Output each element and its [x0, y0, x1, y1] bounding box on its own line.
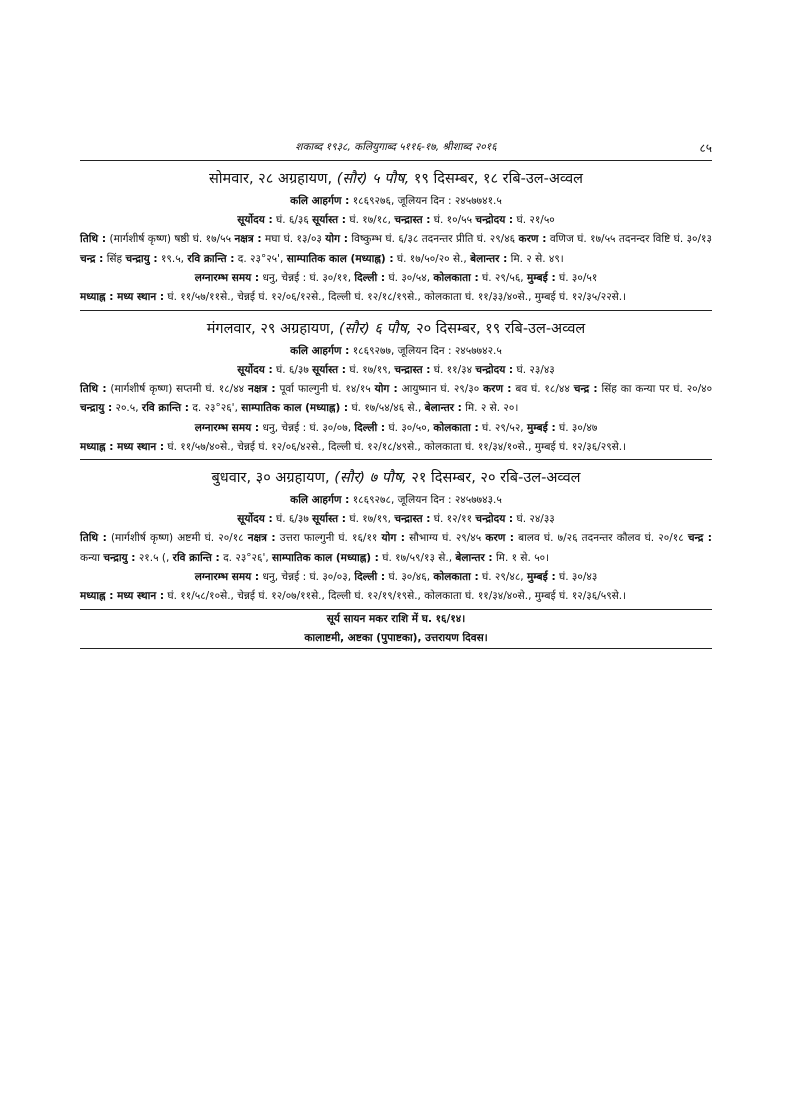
yoga-label: योग :	[374, 382, 398, 395]
moonrise-label: चन्द्रोदय :	[475, 214, 514, 226]
delhi-value: घं. ३०/४६,	[388, 571, 431, 583]
moonrise-label: चन्द्रोदय :	[475, 513, 514, 525]
lagna-line	[80, 419, 712, 438]
kolkata-label: कोलकाता :	[433, 571, 479, 583]
day-entries	[80, 169, 712, 610]
sunset-label: सूर्यास्त :	[312, 363, 347, 376]
midday-label: मध्याह्न : मध्य स्थान :	[80, 440, 165, 453]
yoga-value: सौभाग्य घं. २९/४५	[409, 532, 482, 544]
moon-sign-label: चन्द्र :	[687, 532, 712, 544]
tithi-value: (मार्गशीर्ष कृष्ण) सप्तमी घं. १८/४४	[110, 382, 245, 395]
karana-label: करण :	[485, 532, 514, 544]
day-title-saur: (सौर) ७ पौष,	[334, 470, 407, 486]
karana-value: वणिज घं. १७/५५ तदनन्दर विष्टि घं. ३०/१३	[549, 233, 712, 245]
mumbai-value: घं. ३०/४३	[559, 571, 598, 583]
sunset-label: सूर्यास्त :	[312, 513, 347, 525]
sidereal-time-label: साम्पातिक काल (मध्याह्न) :	[286, 252, 394, 265]
moon-sign-value: सिंह	[106, 252, 123, 265]
day-title	[80, 169, 712, 189]
day-title-gregorian: १९ दिसम्बर, १८ रबि-उल-अव्वल	[413, 171, 583, 187]
moonset-label: चन्द्रास्त :	[394, 363, 431, 376]
karana-value: बव घं. १८/४४	[515, 382, 570, 395]
tithi-label: तिथि :	[80, 382, 107, 395]
panchang-paragraph	[80, 529, 712, 568]
nakshatra-value: मघा घं. १३/०३	[264, 233, 322, 245]
day-title-gregorian: २१ दिसम्बर, २० रबि-उल-अव्वल	[411, 470, 581, 486]
midday-line	[80, 288, 712, 308]
lagna-line	[80, 568, 712, 587]
sidereal-time-value: घं. १७/५४/४६ से.,	[351, 402, 422, 414]
sun-declination-value: द. २३°२५',	[237, 252, 284, 265]
sidereal-time-label: साम्पातिक काल (मध्याह्न) :	[272, 551, 379, 564]
mumbai-value: घं. ३०/५१	[559, 272, 598, 284]
midday-line	[80, 438, 712, 458]
midday-label: मध्याह्न : मध्य स्थान :	[80, 291, 165, 303]
time-difference-label: बेलान्तर :	[455, 551, 493, 564]
moon-sign-label: चन्द्र :	[80, 252, 104, 265]
day-title-date: सोमवार, २८ अग्रहायण,	[208, 171, 333, 187]
kali-value: १८६९२७६, जूलियन दिन : २४५७७४१.५	[352, 195, 502, 207]
kolkata-value: घं. २९/४८,	[482, 571, 524, 583]
nakshatra-label: नक्षत्र :	[248, 382, 276, 395]
karana-label: करण :	[518, 233, 547, 245]
lagna-label: लग्नारम्भ समय :	[194, 571, 260, 583]
tithi-value: (मार्गशीर्ष कृष्ण) षष्ठी घं. १७/५५	[109, 233, 232, 245]
time-difference-label: बेलान्तर :	[470, 252, 508, 265]
rise-set-line	[80, 211, 712, 230]
sunrise-value: घं. ६/३६	[276, 214, 309, 226]
sunrise-value: घं. ६/३७	[276, 363, 309, 376]
delhi-label: दिल्ली :	[354, 571, 386, 583]
midday-line	[80, 587, 712, 607]
moon-age-value: २०.५,	[115, 402, 139, 414]
kali-label: कलि आहर्गण :	[290, 344, 350, 357]
rise-set-line	[80, 361, 712, 380]
kali-ahargan-line	[80, 192, 712, 211]
lagna-chennai-value: धनु, चेन्नई : घं. ३०/०७,	[262, 421, 352, 434]
sidereal-time-value: घं. १७/५९/१३ से.,	[382, 551, 453, 564]
tithi-label: तिथि :	[80, 233, 107, 245]
moon-age-label: चन्द्रायु :	[103, 551, 136, 564]
moonset-value: घं. १०/५५	[433, 214, 473, 226]
sun-declination-value: द. २३°२६',	[223, 551, 269, 564]
delhi-label: दिल्ली :	[354, 421, 386, 434]
midday-value: घं. ११/५८/१०से., चेन्नई घं. १२/०७/११से., दिल्ली घं. १२/१९/१९से., कोलकाता घं. ११/३४/४०से., मुम्बई घं. १२/३६/५९से.।	[167, 590, 627, 602]
nakshatra-value: उत्तरा फाल्गुनी घं. १६/११	[279, 532, 378, 544]
midday-value: घं. ११/५७/११से., चेन्नई घं. १२/०६/१२से., दिल्ली घं. १२/१८/१९से., कोलकाता घं. ११/३३/४०से., मुम्बई घं. १२/३५/२२से.।	[167, 291, 627, 303]
kali-ahargan-line	[80, 342, 712, 361]
day-title-saur: (सौर) ६ पौष,	[338, 320, 412, 337]
nakshatra-label: नक्षत्र :	[247, 532, 276, 544]
kolkata-label: कोलकाता :	[433, 421, 479, 434]
delhi-value: घं. ३०/५४,	[388, 272, 431, 284]
midday-value: घं. ११/५७/४०से., चेन्नई घं. १२/०६/४२से., दिल्ली घं. १२/१८/४९से., कोलकाता घं. ११/३४/१०से., मुम्बई घं. १२/३६/२९से.।	[167, 440, 627, 453]
moon-sign-label: चन्द्र :	[573, 382, 598, 395]
moonrise-label: चन्द्रोदय :	[475, 363, 514, 376]
panchang-paragraph	[80, 230, 712, 269]
day-title-saur: (सौर) ५ पौष,	[336, 171, 410, 187]
sun-declination-label: रवि क्रान्ति :	[187, 252, 235, 265]
day-entry	[80, 468, 712, 610]
moon-sign-value: सिंह का कन्या पर घं. २०/४०	[601, 382, 713, 395]
moonset-value: घं. ११/३४	[433, 363, 473, 376]
rise-set-line	[80, 510, 712, 529]
nakshatra-label: नक्षत्र :	[234, 233, 262, 245]
sunset-label: सूर्यास्त :	[312, 214, 347, 226]
sidereal-time-label: साम्पातिक काल (मध्याह्न) :	[241, 402, 349, 414]
kolkata-value: घं. २९/५२,	[482, 421, 524, 434]
day-title-gregorian: २० दिसम्बर, १९ रबि-उल-अव्वल	[416, 320, 586, 337]
sunset-value: घं. १७/१९,	[349, 513, 391, 525]
almanac-page	[80, 138, 712, 649]
time-difference-value: मि. १ से. ५०।	[495, 551, 550, 564]
tithi-label: तिथि :	[80, 532, 107, 544]
lagna-label: लग्नारम्भ समय :	[194, 272, 260, 284]
yoga-value: विष्कुम्भ घं. ६/३८ तदनन्तर प्रीति घं. २९/४६	[351, 233, 516, 245]
page-header	[80, 138, 712, 161]
time-difference-value: मि. २ से. ४९।	[510, 252, 564, 265]
moonset-value: घं. १२/११	[433, 513, 473, 525]
lagna-chennai-value: धनु, चेन्नई : घं. ३०/०३,	[262, 571, 352, 583]
time-difference-label: बेलान्तर :	[424, 402, 462, 414]
moon-age-value: १९.५,	[160, 252, 184, 265]
page-number: ८५	[699, 141, 712, 155]
moon-age-label: चन्द्रायु :	[80, 402, 113, 414]
kali-label: कलि आहर्गण :	[290, 195, 350, 207]
sunset-value: घं. १७/१८,	[349, 214, 391, 226]
nakshatra-value: पूर्वा फाल्गुनी घं. १४/१५	[279, 382, 371, 395]
panchang-paragraph	[80, 380, 712, 419]
sunrise-value: घं. ६/३७	[276, 513, 309, 525]
mumbai-value: घं. ३०/४७	[559, 421, 598, 434]
mumbai-label: मुम्बई :	[526, 421, 556, 434]
sidereal-time-value: घं. १७/५०/२० से.,	[396, 252, 467, 265]
yoga-label: योग :	[381, 532, 405, 544]
sun-declination-value: द. २३°२६',	[192, 402, 238, 414]
day-title	[80, 319, 712, 339]
karana-label: करण :	[483, 382, 512, 395]
tithi-value: (मार्गशीर्ष कृष्ण) अष्टमी घं. २०/१८	[110, 532, 244, 544]
sun-sign-line: सूर्य सायन मकर राशि में घ. १६/१४।	[326, 612, 466, 625]
lagna-chennai-value: धनु, चेन्नई : घं. ३०/११,	[262, 272, 352, 284]
sunrise-label: सूर्योदय :	[237, 363, 273, 376]
kali-value: १८६९२७८, जूलियन दिन : २४५७७४३.५	[352, 494, 502, 506]
time-difference-value: मि. २ से. २०।	[465, 402, 519, 414]
lagna-line	[80, 269, 712, 288]
mumbai-label: मुम्बई :	[526, 272, 556, 284]
day-entry	[80, 319, 712, 461]
kolkata-value: घं. २९/५६,	[482, 272, 524, 284]
midday-label: मध्याह्न : मध्य स्थान :	[80, 590, 165, 602]
moon-age-value: २१.५ (,	[138, 551, 170, 564]
day-entry	[80, 169, 712, 311]
moonrise-value: घं. २३/४३	[516, 363, 555, 376]
karana-value: बालव घं. ७/२६ तदनन्तर कौलव घं. २०/१८	[518, 532, 684, 544]
sun-declination-label: रवि क्रान्ति :	[172, 551, 220, 564]
kali-label: कलि आहर्गण :	[290, 494, 350, 506]
kali-ahargan-line	[80, 491, 712, 510]
moonset-label: चन्द्रास्त :	[394, 214, 431, 226]
moonset-label: चन्द्रास्त :	[394, 513, 431, 525]
sunrise-label: सूर्योदय :	[237, 513, 273, 525]
moon-age-label: चन्द्रायु :	[125, 252, 158, 265]
kolkata-label: कोलकाता :	[433, 272, 479, 284]
delhi-label: दिल्ली :	[354, 272, 386, 284]
moon-sign-value: कन्या	[80, 551, 100, 564]
festival-line: कालाष्टमी, अष्टका (पुपाष्टका), उत्तरायण दिवस।	[80, 629, 712, 649]
day-title-date: बुधवार, ३० अग्रहायण,	[211, 470, 330, 486]
day-title-date: मंगलवार, २९ अग्रहायण,	[206, 320, 335, 337]
moonrise-value: घं. २४/३३	[516, 513, 555, 525]
yoga-value: आयुष्मान घं. २९/३०	[401, 382, 480, 395]
kali-value: १८६९२७७, जूलियन दिन : २४५७७४२.५	[352, 344, 502, 357]
delhi-value: घं. ३०/५०,	[388, 421, 431, 434]
mumbai-label: मुम्बई :	[526, 571, 556, 583]
sunrise-label: सूर्योदय :	[237, 214, 273, 226]
moonrise-value: घं. २१/५०	[516, 214, 555, 226]
sun-declination-label: रवि क्रान्ति :	[141, 402, 189, 414]
yoga-label: योग :	[325, 233, 348, 245]
running-head: शकाब्द १९३८, कलियुगाब्द ५११६-१७, श्रीशाब्द २०१६	[295, 141, 497, 153]
lagna-label: लग्नारम्भ समय :	[194, 421, 260, 434]
day-title	[80, 468, 712, 488]
sunset-value: घं. १७/१९,	[349, 363, 391, 376]
